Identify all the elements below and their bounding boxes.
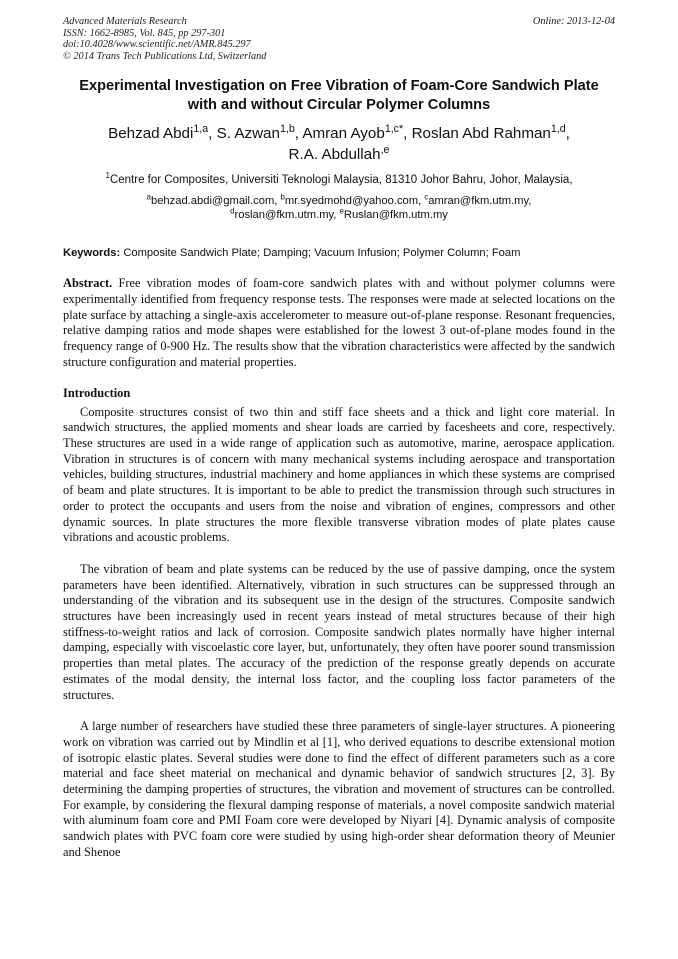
paragraph: A large number of researchers have studied these three parameters of single-layer structures. A pioneering work on vibration was carried out by Mindlin et al [1], who derived equations to describe extensional motion of isotropic elastic plates. Several studies were done to find the effect of different parameters such as a core material and face sheet material on mechanical and dynamic behavior of sandwich structures [2, 3]. By determining the damping properties of structures, the vibration and movement of structures can be controlled. For example, by considering the flexural damping response of materials, a novel composite sandwich material with aluminum foam core and PMI Foam core were developed by Niyari [4]. Dynamic analysis of composite sandwich plates with PVC foam core were studied by using high-order shear deformation theory of Meunier and Shenoe [63,719,615,859]
journal-header [63,16,615,62]
journal-doi: doi:10.4028/www.scientific.net/AMR.845.297 [63,39,251,51]
keywords [63,246,615,260]
email-link[interactable]: behzad.abdi@gmail.com, [150,195,281,208]
keywords-label: Keywords: [63,247,121,260]
author: S. Azwan$^{1,b}$ [216,123,295,143]
author: R.A. Abdullah$^{,e}$ [288,144,390,164]
author-list: Behzad Abdi$^{1,a}$, S. Azwan$^{1,b}$, Amran Ayob$^{1,c*}$, Roslan Abd Rahman$^{1,d}$, R.A. Abdullah$^{,e}$ [108,123,570,164]
abstract-text: Free vibration modes of foam-core sandwich plates with and without polymer columns were experimentally identified from frequency response tests. The responses were made at selected locations on the plate surface by attaching a single-axis accelerometer to measure out-of-plane response. Resonant frequencies, relative damping ratios and mode shapes were established for the lowest 3 out-of-plane modes found in the frequency range of 0-900 Hz. The results show that the vibration characteristics were affected by the sandwich structure configuration and material properties. [63,276,615,369]
author: Roslan Abd Rahman$^{1,d}$ [411,123,566,143]
online-date: Online: 2013-12-04 [532,16,615,27]
email-link[interactable]: Ruslan@fkm.utm.my [343,208,448,221]
journal-name: Advanced Materials Research [63,16,187,27]
email-link[interactable]: roslan@fkm.utm.my, [234,208,340,221]
affiliation: $^1$Centre for Composites, Universiti Teknologi Malaysia, 81310 Johor Bahru, Johor, Malaysia, [105,171,573,187]
keywords-text: Composite Sandwich Plate; Damping; Vacuum Infusion; Polymer Column; Foam [123,247,521,260]
paper-title: Experimental Investigation on Free Vibration of Foam-Core Sandwich Plate with and without Circular Polymer Columns [79,78,599,114]
abstract [63,276,615,370]
author: Amran Ayob$^{1,c*}$ [302,123,404,143]
email-link[interactable]: mr.syedmohd@yahoo.com, [284,195,425,208]
abstract-label: Abstract. [63,276,113,291]
paragraph: The vibration of beam and plate systems can be reduced by the use of passive damping, once the system parameters have been identified. Alternatively, vibration in such structures can be suppressed through an understanding of the vibration and its subsequent use in the design of the structures. Composite sandwich structures have been increasingly used in recent years instead of metal structures because of their high stiffness-to-weight ratios and lack of corrosion. Composite sandwich plates normally have higher internal damping, especially with viscoelastic core layer, but, unfortunately, they often have poorer sound transmission properties than metal plates. The accuracy of the prediction of the response greatly depends on accurate estimates of the modal density, the internal loss factor, and the coupling loss factor parameters of the structures. [63,561,615,702]
journal-copyright: © 2014 Trans Tech Publications Ltd, Switzerland [63,50,267,62]
author-emails: $^a$behzad.abdi@gmail.com, $^b$mr.syedmohd@yahoo.com, $^c$amran@fkm.utm.my, $^d$roslan@fkm.utm.my, $^e$Ruslan@fkm.utm.my [146,192,532,221]
section-heading-introduction: Introduction [63,385,131,400]
author: Behzad Abdi$^{1,a}$ [108,123,209,143]
journal-issn: ISSN: 1662-8985, Vol. 845, pp 297-301 [63,27,226,39]
email-link[interactable]: amran@fkm.utm.my, [428,195,532,208]
paragraph: Composite structures consist of two thin and stiff face sheets and a thick and light core material. In sandwich structures, the applied moments and shear loads are carried by facesheets and core, respectively. These structures are used in a wide range of application such as automotive, marine, aerospace application. Vibration in structures is of concern with many mechanical systems including aerospace and transportation vehicles, building structures, industrial machinery and home appliances in which these systems are comprised of beam and plate structures. It is important to be able to predict the transmission through such structures in order to protect the occupants and users from the noise and vibration of engines, compressors and other dynamic sources. In plate structures the more flexible transverse vibration modes of plate plates cause vibrations and acoustic problems. [63,404,615,545]
